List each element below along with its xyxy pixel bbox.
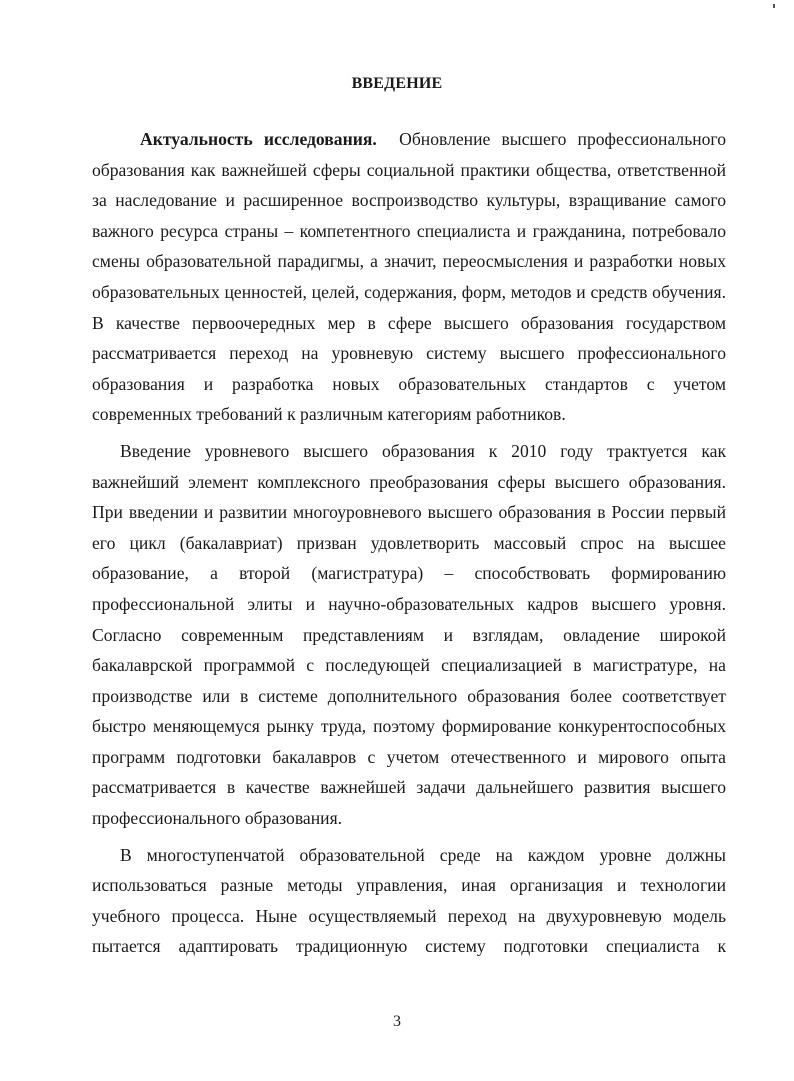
page-title: ВВЕДЕНИЕ bbox=[351, 75, 443, 92]
paragraph-3: В многоступенчатой образовательной среде на каждом уровне должны использоваться разные методы управления, иная организация и технологии учебного процесса. Ныне осуществляемый переход на двухуровневую модель пытается адаптировать традиционную систему подготовки специалиста к bbox=[92, 844, 726, 957]
paragraph-lead: Актуальность исследования. bbox=[140, 129, 377, 149]
page-number: 3 bbox=[393, 1013, 401, 1030]
body-text bbox=[92, 124, 726, 968]
paragraph-2: Введение уровневого высшего образования к 2010 году трактуется как важнейший элемент комплексного преобразования сферы высшего образования. При введении и развитии многоуровневого высшего образования в России первый его цикл (бакалавриат) призван удовлетворить массовый спрос на высшее образование, а второй (магистратура) – способствовать формированию профессиональной элиты и научно-образовательных кадров высшего уровня. Согласно современным представлениям и взглядам, овладение широкой бакалаврской программой с последующей специализацией в магистратуре, на производстве или в системе дополнительного образования более соответствует быстро меняющемуся рынку труда, поэтому формирование конкурентоспособных программ подготовки бакалавров с учетом отечественного и мирового опыта рассматривается в качестве важнейшей задачи дальнейшего развития высшего профессионального образования. bbox=[92, 440, 726, 829]
scan-speck bbox=[773, 4, 775, 8]
paragraph-1 bbox=[92, 124, 726, 430]
paragraph-1-text: Обновление высшего профессионального образования как важнейшей сферы социальной практики общества, ответственной за наследование и расширенное воспроизводство культуры, взращивание самого важного ресурса страны – компетентного специалиста и гражданина, потребовало смены образовательной парадигмы, а значит, переосмысления и разработки новых образовательных ценностей, целей, содержания, форм, методов и средств обучения. В качестве первоочередных мер в сфере высшего образования государством рассматривается переход на уровневую систему высшего профессионального образования и разработка новых образовательных стандартов с учетом современных требований к различным категориям работников. bbox=[92, 129, 727, 425]
